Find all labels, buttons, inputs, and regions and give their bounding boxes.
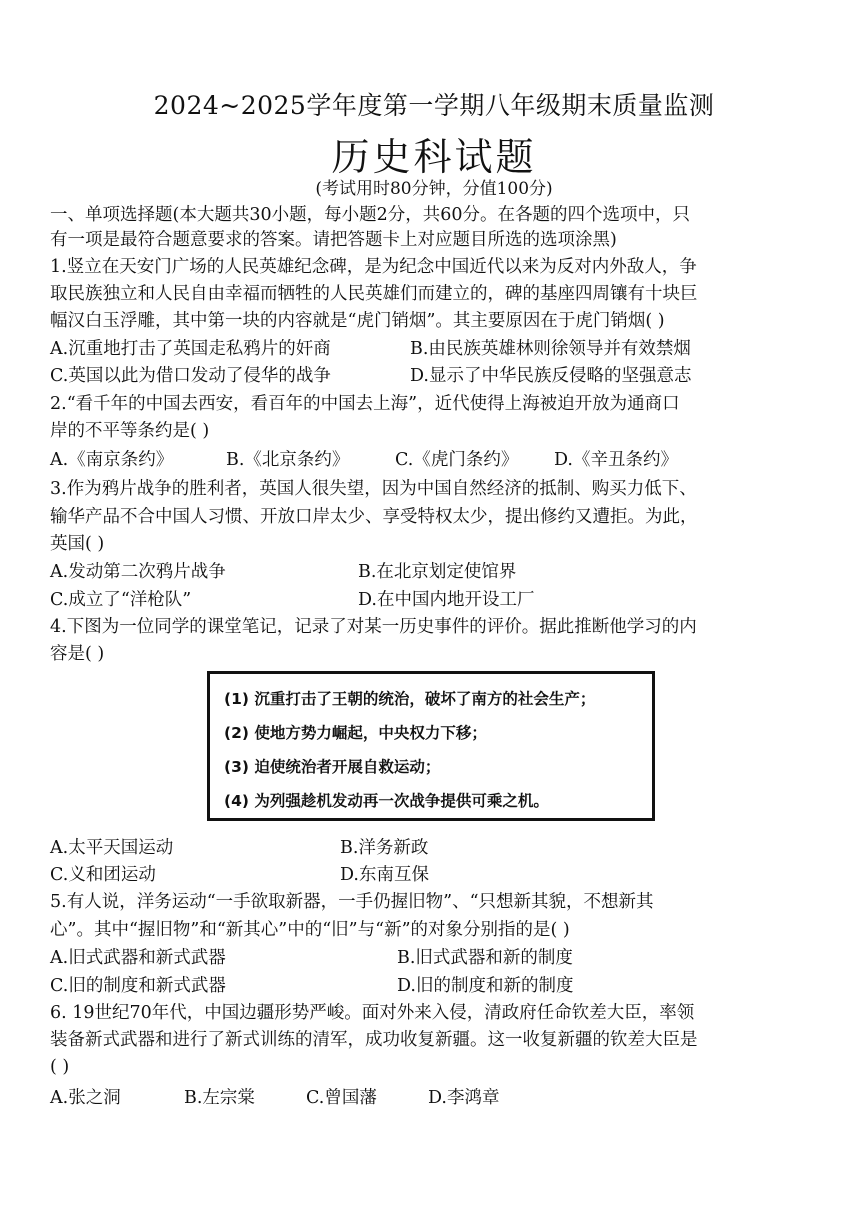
q6-stem-line-1: 6. 19世纪70年代，中国边疆形势严峻。面对外来入侵，清政府任命钦差大臣，率领 (50, 1003, 695, 1023)
q4-option-c: C.义和团运动 (50, 865, 156, 885)
q2-option-d: D.《辛丑条约》 (554, 450, 678, 470)
section-instructions-line-2: 有一项是最符合题意要求的答案。请把答题卡上对应题目所选的选项涂黑) (50, 230, 617, 250)
note-item: (4) 为列强趁机发动再一次战争提供可乘之机。 (224, 792, 549, 810)
q6-option-a: A.张之洞 (50, 1088, 121, 1108)
exam-title: 2024~2025学年度第一学期八年级期末质量监测 (153, 91, 715, 120)
q1-option-d: D.显示了中华民族反侵略的坚强意志 (410, 366, 692, 386)
q6-option-d: D.李鸿章 (428, 1088, 500, 1108)
q3-option-b: B.在北京划定使馆界 (358, 562, 517, 582)
q1-option-b: B.由民族英雄林则徐领导并有效禁烟 (410, 339, 691, 359)
q3-stem-line-2: 输华产品不合中国人习惯、开放口岸太少、享受特权太少，提出修约又遭拒。为此， (50, 507, 698, 527)
q4-option-a: A.太平天国运动 (50, 838, 174, 858)
q2-option-c: C.《虎门条约》 (395, 450, 519, 470)
q3-option-a: A.发动第二次鸦片战争 (50, 562, 226, 582)
q1-stem-line-3: 幅汉白玉浮雕，其中第一块的内容就是“虎门销烟”。其主要原因在于虎门销烟( ) (50, 311, 665, 331)
q3-option-d: D.在中国内地开设工厂 (358, 590, 535, 610)
q4-stem-line-2: 容是( ) (50, 644, 105, 664)
q2-option-a: A.《南京条约》 (50, 450, 174, 470)
q6-option-c: C.曾国藩 (306, 1088, 377, 1108)
q4-stem-line-1: 4.下图为一位同学的课堂笔记，记录了对某一历史事件的评价。据此推断他学习的内 (50, 617, 697, 637)
q1-stem-line-2: 取民族独立和人民自由幸福而牺牲的人民英雄们而建立的，碑的基座四周镶有十块巨 (50, 284, 698, 304)
q6-stem-line-3: ( ) (50, 1057, 70, 1077)
note-item: (1) 沉重打击了王朝的统治，破坏了南方的社会生产； (224, 690, 596, 708)
q5-option-b: B.旧式武器和新的制度 (397, 948, 573, 968)
q5-option-d: D.旧的制度和新的制度 (397, 976, 574, 996)
q1-option-a: A.沉重地打击了英国走私鸦片的奸商 (50, 339, 331, 359)
q2-stem-line-2: 岸的不平等条约是( ) (50, 421, 210, 441)
q5-option-a: A.旧式武器和新式武器 (50, 948, 226, 968)
q4-option-b: B.洋务新政 (340, 838, 429, 858)
q6-option-b: B.左宗棠 (184, 1088, 255, 1108)
subject-title: 历史科试题 (331, 135, 537, 179)
exam-info: (考试用时80分钟，分值100分) (315, 179, 553, 199)
q2-option-b: B.《北京条约》 (226, 450, 350, 470)
q1-option-c: C.英国以此为借口发动了侵华的战争 (50, 366, 331, 386)
class-notes-box (207, 671, 655, 821)
q3-stem-line-3: 英国( ) (50, 534, 105, 554)
section-instructions-line-1: 一、单项选择题(本大题共30小题，每小题2分，共60分。在各题的四个选项中，只 (50, 205, 690, 225)
q2-stem-line-1: 2.“看千年的中国去西安，看百年的中国去上海”，近代使得上海被迫开放为通商口 (50, 394, 680, 414)
note-item: (2) 使地方势力崛起，中央权力下移； (224, 724, 487, 742)
q3-option-c: C.成立了“洋枪队” (50, 590, 192, 610)
q1-stem-line-1: 1.竖立在天安门广场的人民英雄纪念碑，是为纪念中国近代以来为反对内外敌人，争 (50, 257, 697, 277)
q5-stem-line-2: 心”。其中“握旧物”和“新其心”中的“旧”与“新”的对象分别指的是( ) (50, 920, 570, 940)
q5-stem-line-1: 5.有人说，洋务运动“一手欲取新器，一手仍握旧物”、“只想新其貌，不想新其 (50, 892, 654, 912)
q4-option-d: D.东南互保 (340, 865, 429, 885)
q3-stem-line-1: 3.作为鸦片战争的胜利者，英国人很失望，因为中国自然经济的抵制、购买力低下、 (50, 479, 697, 499)
q6-stem-line-2: 装备新式武器和进行了新式训练的清军，成功收复新疆。这一收复新疆的钦差大臣是 (50, 1030, 698, 1050)
note-item: (3) 迫使统治者开展自救运动； (224, 758, 441, 776)
q5-option-c: C.旧的制度和新式武器 (50, 976, 226, 996)
